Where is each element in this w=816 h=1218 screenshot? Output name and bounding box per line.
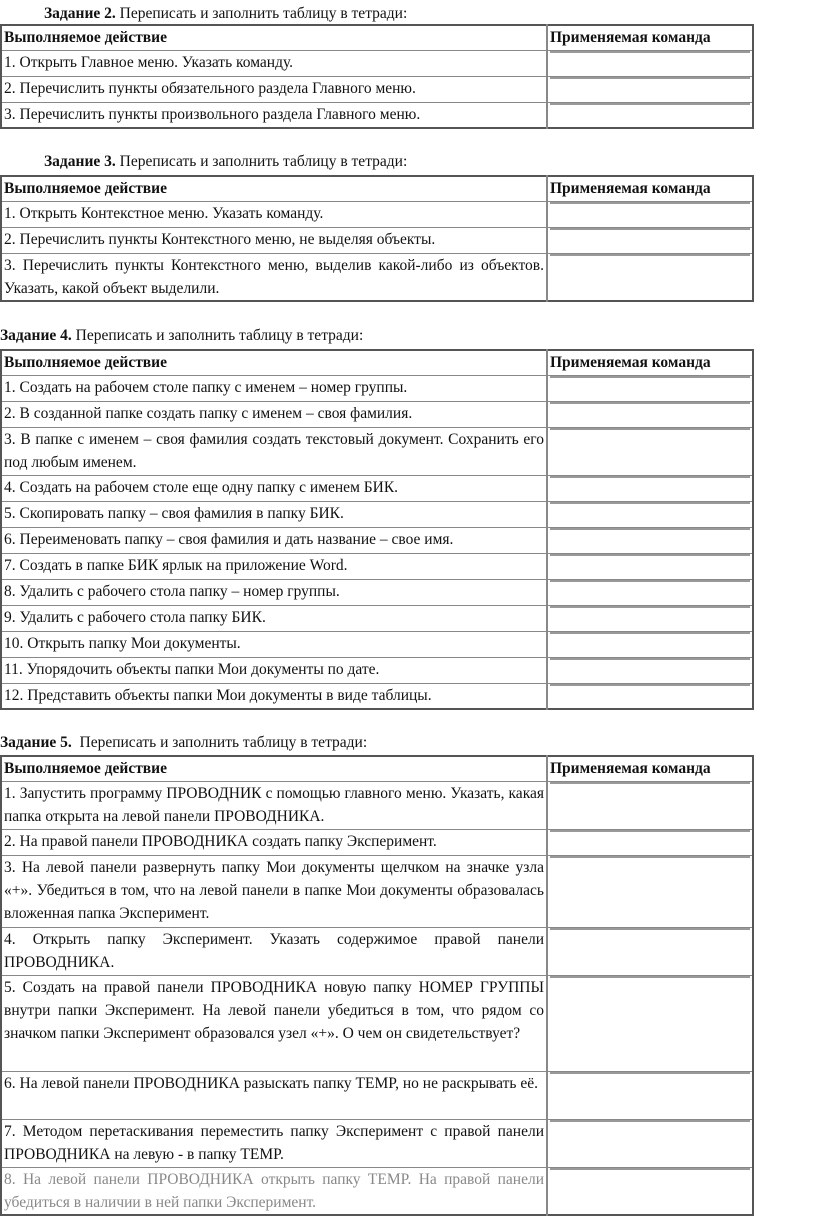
header-command: Применяемая команда [547, 756, 753, 781]
table-header-row [1, 350, 753, 375]
task-3-table [0, 175, 754, 302]
action-cell: 12. Представить объекты папки Мои документы в виде таблицы. [1, 683, 547, 709]
task-4-heading [0, 324, 363, 347]
action-cell: 3. На левой панели развернуть папку Мои документы щелчком на значке узла «+». Убедиться в том, что на левой панели в папке Мои документы образовалась вложенная папка Эксперимент. [1, 855, 547, 927]
table-row [1, 201, 753, 227]
action-cell: 9. Удалить с рабочего стола папку БИК. [1, 605, 547, 631]
table-row [1, 1071, 753, 1119]
action-cell: 6. На левой панели ПРОВОДНИКА разыскать папку TEMP, но не раскрывать её. [1, 1071, 547, 1119]
command-cell[interactable] [547, 527, 753, 553]
command-cell[interactable] [547, 102, 753, 128]
command-cell[interactable] [547, 975, 753, 1071]
table-row [1, 253, 753, 301]
table-row [1, 375, 753, 401]
action-cell: 7. Создать в папке БИК ярлык на приложение Word. [1, 553, 547, 579]
table-header-row [1, 756, 753, 781]
table-row [1, 631, 753, 657]
task-2-table [0, 24, 754, 129]
task-2-heading [44, 2, 407, 25]
command-cell[interactable] [547, 657, 753, 683]
action-cell: 2. В созданной папке создать папку с именем – своя фамилия. [1, 401, 547, 427]
table-row [1, 76, 753, 102]
table-row [1, 427, 753, 475]
action-cell: 2. Перечислить пункты Контекстного меню, не выделяя объекты. [1, 227, 547, 253]
action-cell: 7. Методом перетаскивания переместить папку Эксперимент с правой панели ПРОВОДНИКА на левую - в папку TEMP. [1, 1119, 547, 1167]
command-cell[interactable] [547, 1167, 753, 1215]
command-cell[interactable] [547, 475, 753, 501]
action-cell: 1. Запустить программу ПРОВОДНИК с помощью главного меню. Указать, какая папка открыта на левой панели ПРОВОДНИКА. [1, 781, 547, 829]
action-cell: 10. Открыть папку Мои документы. [1, 631, 547, 657]
table-row [1, 227, 753, 253]
command-cell[interactable] [547, 1119, 753, 1167]
table-row [1, 829, 753, 855]
task-3-heading [44, 150, 407, 173]
table-row [1, 553, 753, 579]
task-5-label: Задание 5. [0, 734, 72, 751]
command-cell[interactable] [547, 1071, 753, 1119]
table-row [1, 1119, 753, 1167]
command-cell[interactable] [547, 553, 753, 579]
task-3-label: Задание 3. [44, 153, 116, 170]
task-4-table [0, 349, 754, 710]
command-cell[interactable] [547, 855, 753, 927]
action-cell: 3. Перечислить пункты Контекстного меню, выделив какой-либо из объектов. Указать, какой объект выделили. [1, 253, 547, 301]
action-cell: 1. Открыть Главное меню. Указать команду. [1, 50, 547, 76]
header-action: Выполняемое действие [1, 756, 547, 781]
table-row [1, 683, 753, 709]
command-cell[interactable] [547, 76, 753, 102]
task-2-label: Задание 2. [44, 5, 116, 22]
command-cell[interactable] [547, 375, 753, 401]
header-action: Выполняемое действие [1, 25, 547, 50]
action-cell: 3. Перечислить пункты произвольного раздела Главного меню. [1, 102, 547, 128]
task-4-label: Задание 4. [0, 327, 72, 344]
command-cell[interactable] [547, 605, 753, 631]
action-cell: 5. Создать на правой панели ПРОВОДНИКА новую папку НОМЕР ГРУППЫ внутри папки Эксперимент. На левой панели убедиться в том, что рядом со значком папки Эксперимент образовался узел «+». О чем он свидетельствует? [1, 975, 547, 1071]
header-command: Применяемая команда [547, 25, 753, 50]
action-cell: 8. Удалить с рабочего стола папку – номер группы. [1, 579, 547, 605]
command-cell[interactable] [547, 227, 753, 253]
task-4-instruction: Переписать и заполнить таблицу в тетради: [71, 327, 364, 344]
command-cell[interactable] [547, 427, 753, 475]
action-cell: 11. Упорядочить объекты папки Мои документы по дате. [1, 657, 547, 683]
action-cell: 6. Переименовать папку – своя фамилия и дать название – свое имя. [1, 527, 547, 553]
table-row [1, 855, 753, 927]
table-header-row [1, 25, 753, 50]
table-row [1, 102, 753, 128]
command-cell[interactable] [547, 253, 753, 301]
action-cell: 2. На правой панели ПРОВОДНИКА создать папку Эксперимент. [1, 829, 547, 855]
task-3-instruction: Переписать и заполнить таблицу в тетради: [115, 153, 408, 170]
command-cell[interactable] [547, 927, 753, 975]
task-5-instruction: Переписать и заполнить таблицу в тетради: [71, 734, 368, 751]
table-row [1, 579, 753, 605]
action-cell: 4. Открыть папку Эксперимент. Указать содержимое правой панели ПРОВОДНИКА. [1, 927, 547, 975]
task-5-heading [0, 731, 367, 754]
action-cell: 4. Создать на рабочем столе еще одну папку с именем БИК. [1, 475, 547, 501]
header-command: Применяемая команда [547, 350, 753, 375]
action-cell: 1. Создать на рабочем столе папку с именем – номер группы. [1, 375, 547, 401]
table-row [1, 781, 753, 829]
action-cell: 5. Скопировать папку – своя фамилия в папку БИК. [1, 501, 547, 527]
command-cell[interactable] [547, 683, 753, 709]
task-2-instruction: Переписать и заполнить таблицу в тетради: [115, 5, 408, 22]
command-cell[interactable] [547, 829, 753, 855]
table-row [1, 501, 753, 527]
command-cell[interactable] [547, 781, 753, 829]
table-row [1, 657, 753, 683]
command-cell[interactable] [547, 401, 753, 427]
header-command: Применяемая команда [547, 176, 753, 201]
table-row [1, 975, 753, 1071]
command-cell[interactable] [547, 579, 753, 605]
command-cell[interactable] [547, 631, 753, 657]
table-row [1, 401, 753, 427]
action-cell: 2. Перечислить пункты обязательного раздела Главного меню. [1, 76, 547, 102]
action-cell: 8. На левой панели ПРОВОДНИКА открыть папку TEMP. На правой панели убедиться в наличии в ней папки Эксперимент. [1, 1167, 547, 1215]
table-row [1, 605, 753, 631]
table-row [1, 1167, 753, 1215]
header-action: Выполняемое действие [1, 350, 547, 375]
table-row [1, 475, 753, 501]
action-cell: 3. В папке с именем – своя фамилия создать текстовый документ. Сохранить его под любым именем. [1, 427, 547, 475]
header-action: Выполняемое действие [1, 176, 547, 201]
table-header-row [1, 176, 753, 201]
table-row [1, 527, 753, 553]
table-row [1, 927, 753, 975]
command-cell[interactable] [547, 201, 753, 227]
action-cell: 1. Открыть Контекстное меню. Указать команду. [1, 201, 547, 227]
command-cell[interactable] [547, 50, 753, 76]
task-5-table [0, 755, 754, 1216]
command-cell[interactable] [547, 501, 753, 527]
table-row [1, 50, 753, 76]
